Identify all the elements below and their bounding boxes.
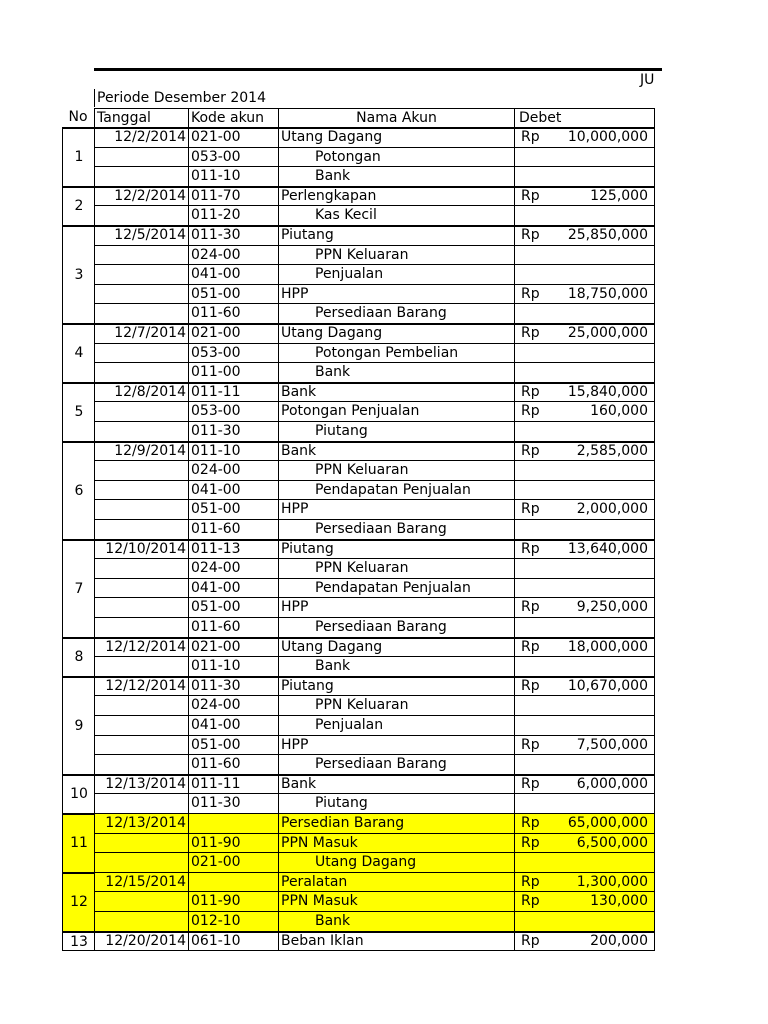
cell-tanggal — [94, 559, 188, 578]
cell-nama-akun: PPN Masuk — [278, 834, 514, 853]
journal-row — [94, 618, 655, 638]
cell-debet-amount — [544, 206, 655, 225]
entry-number: 2 — [62, 187, 95, 226]
cell-kode-akun: 024-00 — [188, 246, 278, 265]
cell-debet-amount — [544, 304, 655, 323]
header-kode-akun: Kode akun — [188, 109, 278, 127]
cell-rp — [514, 265, 546, 284]
cell-tanggal: 12/12/2014 — [94, 638, 188, 657]
cell-debet-amount — [544, 148, 655, 167]
cell-nama-akun: Perlengkapan — [278, 187, 514, 206]
cell-rp: Rp — [514, 324, 546, 343]
cell-kode-akun: 051-00 — [188, 285, 278, 304]
cell-debet-amount — [544, 344, 655, 363]
cell-debet-amount: 6,500,000 — [544, 834, 655, 853]
cell-debet-amount — [544, 246, 655, 265]
cell-nama-akun: Potongan Pembelian — [278, 344, 514, 363]
cell-rp: Rp — [514, 402, 546, 421]
cell-kode-akun: 011-70 — [188, 187, 278, 206]
cell-debet-amount: 18,750,000 — [544, 285, 655, 304]
cell-tanggal: 12/8/2014 — [94, 383, 188, 402]
cell-debet-amount: 1,300,000 — [544, 873, 655, 892]
journal-row — [94, 520, 655, 540]
cell-rp — [514, 422, 546, 441]
cell-debet-amount: 65,000,000 — [544, 814, 655, 833]
cell-rp — [514, 579, 546, 598]
entry-number: 6 — [62, 442, 95, 540]
cell-debet-amount — [544, 422, 655, 441]
journal-row — [94, 598, 655, 618]
journal-row — [94, 559, 655, 579]
cell-nama-akun: Piutang — [278, 422, 514, 441]
journal-row — [94, 422, 655, 442]
cell-debet-amount: 18,000,000 — [544, 638, 655, 657]
cell-rp — [514, 481, 546, 500]
cell-rp — [514, 755, 546, 774]
journal-row — [94, 246, 655, 266]
journal-row — [94, 775, 655, 795]
cell-nama-akun: Bank — [278, 912, 514, 931]
entry-number: 3 — [62, 226, 95, 324]
cell-debet-amount: 2,000,000 — [544, 500, 655, 519]
cell-debet-amount — [544, 363, 655, 382]
title-fragment: JU — [640, 72, 655, 88]
journal-row — [94, 716, 655, 736]
cell-nama-akun: Persediaan Barang — [278, 618, 514, 637]
journal-row — [94, 638, 655, 658]
journal-row — [94, 461, 655, 481]
cell-rp — [514, 520, 546, 539]
cell-tanggal: 12/10/2014 — [94, 540, 188, 559]
cell-kode-akun: 011-00 — [188, 363, 278, 382]
cell-nama-akun: Bank — [278, 383, 514, 402]
cell-rp: Rp — [514, 128, 546, 147]
cell-tanggal — [94, 834, 188, 853]
cell-tanggal — [94, 461, 188, 480]
cell-nama-akun: Penjualan — [278, 265, 514, 284]
cell-debet-amount — [544, 794, 655, 813]
journal-row — [94, 304, 655, 324]
cell-rp: Rp — [514, 932, 546, 951]
journal-row — [94, 500, 655, 520]
cell-nama-akun: Potongan Penjualan — [278, 402, 514, 421]
cell-rp: Rp — [514, 540, 546, 559]
cell-debet-amount — [544, 755, 655, 774]
cell-kode-akun: 011-90 — [188, 892, 278, 911]
cell-rp: Rp — [514, 442, 546, 461]
cell-rp — [514, 912, 546, 931]
cell-nama-akun: Beban Iklan — [278, 932, 514, 951]
cell-tanggal — [94, 520, 188, 539]
cell-tanggal — [94, 736, 188, 755]
journal-row — [94, 579, 655, 599]
cell-rp — [514, 206, 546, 225]
cell-nama-akun: PPN Masuk — [278, 892, 514, 911]
cell-nama-akun: Persediaan Barang — [278, 755, 514, 774]
cell-debet-amount — [544, 461, 655, 480]
cell-nama-akun: Bank — [278, 442, 514, 461]
entry-number: 5 — [62, 383, 95, 442]
journal-row — [94, 402, 655, 422]
cell-nama-akun: Bank — [278, 363, 514, 382]
cell-rp: Rp — [514, 775, 546, 794]
entry-number: 10 — [62, 775, 95, 814]
cell-kode-akun: 011-20 — [188, 206, 278, 225]
entry-number: 11 — [62, 814, 95, 873]
cell-kode-akun: 011-90 — [188, 834, 278, 853]
cell-kode-akun: 021-00 — [188, 324, 278, 343]
cell-kode-akun: 011-10 — [188, 442, 278, 461]
cell-nama-akun: Piutang — [278, 677, 514, 696]
cell-kode-akun: 024-00 — [188, 696, 278, 715]
cell-tanggal — [94, 657, 188, 676]
cell-debet-amount — [544, 657, 655, 676]
cell-rp: Rp — [514, 500, 546, 519]
journal-row — [94, 755, 655, 775]
entry-number: 12 — [62, 873, 95, 932]
cell-nama-akun: HPP — [278, 500, 514, 519]
journal-row — [94, 736, 655, 756]
entry-number: 1 — [62, 128, 95, 187]
journal-row — [94, 383, 655, 403]
journal-row — [94, 892, 655, 912]
cell-tanggal — [94, 912, 188, 931]
cell-kode-akun: 041-00 — [188, 481, 278, 500]
cell-debet-amount: 200,000 — [544, 932, 655, 951]
cell-debet-amount — [544, 716, 655, 735]
cell-kode-akun: 021-00 — [188, 853, 278, 872]
cell-tanggal — [94, 285, 188, 304]
cell-tanggal — [94, 422, 188, 441]
cell-kode-akun — [188, 814, 278, 833]
cell-kode-akun: 011-30 — [188, 226, 278, 245]
cell-debet-amount: 160,000 — [544, 402, 655, 421]
cell-tanggal — [94, 363, 188, 382]
cell-rp: Rp — [514, 873, 546, 892]
cell-nama-akun: Piutang — [278, 794, 514, 813]
cell-nama-akun: PPN Keluaran — [278, 559, 514, 578]
journal-row — [94, 481, 655, 501]
cell-kode-akun: 011-11 — [188, 775, 278, 794]
cell-rp — [514, 716, 546, 735]
cell-rp: Rp — [514, 187, 546, 206]
cell-rp — [514, 794, 546, 813]
cell-kode-akun: 011-60 — [188, 618, 278, 637]
cell-kode-akun: 053-00 — [188, 402, 278, 421]
cell-rp — [514, 618, 546, 637]
cell-debet-amount — [544, 559, 655, 578]
cell-kode-akun: 041-00 — [188, 716, 278, 735]
cell-nama-akun: Penjualan — [278, 716, 514, 735]
cell-kode-akun: 061-10 — [188, 932, 278, 951]
journal-row — [94, 226, 655, 246]
cell-rp — [514, 246, 546, 265]
cell-tanggal — [94, 892, 188, 911]
cell-nama-akun: Peralatan — [278, 873, 514, 892]
cell-rp: Rp — [514, 892, 546, 911]
journal-row — [94, 324, 655, 344]
journal-row — [94, 834, 655, 854]
cell-rp: Rp — [514, 383, 546, 402]
cell-rp — [514, 657, 546, 676]
journal-row — [94, 677, 655, 697]
cell-nama-akun: PPN Keluaran — [278, 461, 514, 480]
cell-kode-akun: 012-10 — [188, 912, 278, 931]
cell-debet-amount — [544, 579, 655, 598]
cell-debet-amount — [544, 167, 655, 186]
cell-tanggal: 12/2/2014 — [94, 187, 188, 206]
cell-tanggal: 12/7/2014 — [94, 324, 188, 343]
cell-tanggal — [94, 206, 188, 225]
cell-tanggal — [94, 853, 188, 872]
cell-kode-akun: 021-00 — [188, 638, 278, 657]
cell-nama-akun: Piutang — [278, 540, 514, 559]
cell-debet-amount: 130,000 — [544, 892, 655, 911]
cell-tanggal — [94, 500, 188, 519]
cell-debet-amount: 25,850,000 — [544, 226, 655, 245]
journal-row — [94, 912, 655, 932]
cell-debet-amount: 7,500,000 — [544, 736, 655, 755]
cell-kode-akun: 011-60 — [188, 755, 278, 774]
cell-nama-akun: Bank — [278, 775, 514, 794]
cell-debet-amount: 10,000,000 — [544, 128, 655, 147]
cell-debet-amount — [544, 520, 655, 539]
cell-tanggal: 12/13/2014 — [94, 775, 188, 794]
journal-row — [94, 932, 655, 952]
cell-debet-amount: 10,670,000 — [544, 677, 655, 696]
cell-nama-akun: HPP — [278, 736, 514, 755]
cell-tanggal — [94, 755, 188, 774]
cell-nama-akun: Potongan — [278, 148, 514, 167]
cell-tanggal: 12/15/2014 — [94, 873, 188, 892]
header-row — [94, 108, 655, 128]
cell-tanggal: 12/12/2014 — [94, 677, 188, 696]
cell-rp — [514, 344, 546, 363]
cell-rp: Rp — [514, 814, 546, 833]
cell-rp: Rp — [514, 736, 546, 755]
cell-debet-amount: 13,640,000 — [544, 540, 655, 559]
cell-tanggal: 12/2/2014 — [94, 128, 188, 147]
cell-tanggal — [94, 304, 188, 323]
cell-tanggal — [94, 246, 188, 265]
cell-tanggal — [94, 344, 188, 363]
cell-tanggal — [94, 148, 188, 167]
cell-tanggal — [94, 265, 188, 284]
journal-row — [94, 206, 655, 226]
cell-nama-akun: Bank — [278, 167, 514, 186]
cell-kode-akun: 024-00 — [188, 461, 278, 480]
cell-nama-akun: HPP — [278, 598, 514, 617]
entry-number: 8 — [62, 638, 95, 677]
header-nama-akun: Nama Akun — [278, 109, 514, 127]
cell-kode-akun: 011-60 — [188, 304, 278, 323]
cell-kode-akun: 024-00 — [188, 559, 278, 578]
cell-rp — [514, 853, 546, 872]
cell-tanggal — [94, 598, 188, 617]
cell-tanggal — [94, 579, 188, 598]
journal-row — [94, 285, 655, 305]
cell-tanggal — [94, 618, 188, 637]
journal-row — [94, 344, 655, 364]
cell-kode-akun: 051-00 — [188, 598, 278, 617]
cell-rp — [514, 461, 546, 480]
cell-tanggal — [94, 696, 188, 715]
cell-nama-akun: Utang Dagang — [278, 853, 514, 872]
cell-nama-akun: Piutang — [278, 226, 514, 245]
journal-row — [94, 696, 655, 716]
journal-row — [94, 794, 655, 814]
cell-nama-akun: HPP — [278, 285, 514, 304]
cell-rp: Rp — [514, 834, 546, 853]
cell-rp: Rp — [514, 226, 546, 245]
journal-row — [94, 814, 655, 834]
cell-tanggal — [94, 481, 188, 500]
journal-row — [94, 540, 655, 560]
journal-row — [94, 167, 655, 187]
cell-kode-akun: 041-00 — [188, 579, 278, 598]
cell-nama-akun: Pendapatan Penjualan — [278, 481, 514, 500]
cell-kode-akun: 011-60 — [188, 520, 278, 539]
journal-row — [94, 187, 655, 207]
cell-kode-akun: 011-10 — [188, 657, 278, 676]
cell-nama-akun: Utang Dagang — [278, 638, 514, 657]
journal-row — [94, 853, 655, 873]
cell-tanggal — [94, 167, 188, 186]
cell-nama-akun: Persediaan Barang — [278, 520, 514, 539]
cell-kode-akun: 051-00 — [188, 500, 278, 519]
cell-debet-amount — [544, 618, 655, 637]
header-debet: Debet — [514, 109, 655, 127]
header-no: No — [68, 109, 88, 125]
cell-rp: Rp — [514, 638, 546, 657]
cell-nama-akun: Persediaan Barang — [278, 304, 514, 323]
cell-debet-amount: 2,585,000 — [544, 442, 655, 461]
journal-row — [94, 363, 655, 383]
cell-rp — [514, 363, 546, 382]
cell-kode-akun: 011-30 — [188, 794, 278, 813]
cell-rp: Rp — [514, 285, 546, 304]
cell-debet-amount: 125,000 — [544, 187, 655, 206]
cell-tanggal — [94, 402, 188, 421]
cell-tanggal: 12/5/2014 — [94, 226, 188, 245]
cell-nama-akun: Persedian Barang — [278, 814, 514, 833]
cell-rp — [514, 559, 546, 578]
cell-nama-akun: Utang Dagang — [278, 324, 514, 343]
cell-debet-amount: 6,000,000 — [544, 775, 655, 794]
journal-row — [94, 265, 655, 285]
cell-nama-akun: Pendapatan Penjualan — [278, 579, 514, 598]
header-tanggal: Tanggal — [94, 109, 188, 127]
journal-row — [94, 657, 655, 677]
cell-debet-amount — [544, 696, 655, 715]
entry-number: 7 — [62, 540, 95, 638]
entry-number: 13 — [62, 932, 95, 952]
journal-row — [94, 148, 655, 168]
cell-rp: Rp — [514, 677, 546, 696]
cell-kode-akun: 053-00 — [188, 148, 278, 167]
cell-kode-akun — [188, 873, 278, 892]
cell-nama-akun: PPN Keluaran — [278, 246, 514, 265]
cell-tanggal: 12/9/2014 — [94, 442, 188, 461]
cell-rp — [514, 696, 546, 715]
journal-row — [94, 442, 655, 462]
cell-kode-akun: 011-30 — [188, 677, 278, 696]
cell-debet-amount: 25,000,000 — [544, 324, 655, 343]
cell-nama-akun: Kas Kecil — [278, 206, 514, 225]
cell-debet-amount — [544, 912, 655, 931]
cell-nama-akun: Utang Dagang — [278, 128, 514, 147]
cell-kode-akun: 011-10 — [188, 167, 278, 186]
cell-nama-akun: Bank — [278, 657, 514, 676]
cell-rp — [514, 304, 546, 323]
top-border-line — [94, 68, 662, 71]
entry-number: 9 — [62, 677, 95, 775]
cell-debet-amount — [544, 265, 655, 284]
cell-kode-akun: 041-00 — [188, 265, 278, 284]
cell-kode-akun: 011-30 — [188, 422, 278, 441]
cell-debet-amount: 15,840,000 — [544, 383, 655, 402]
cell-debet-amount — [544, 481, 655, 500]
journal-row — [94, 873, 655, 893]
cell-nama-akun: PPN Keluaran — [278, 696, 514, 715]
cell-debet-amount: 9,250,000 — [544, 598, 655, 617]
cell-tanggal — [94, 794, 188, 813]
cell-rp — [514, 148, 546, 167]
entry-number: 4 — [62, 324, 95, 383]
cell-rp — [514, 167, 546, 186]
cell-kode-akun: 021-00 — [188, 128, 278, 147]
cell-tanggal — [94, 716, 188, 735]
cell-tanggal: 12/13/2014 — [94, 814, 188, 833]
cell-tanggal: 12/20/2014 — [94, 932, 188, 951]
cell-kode-akun: 051-00 — [188, 736, 278, 755]
cell-kode-akun: 011-13 — [188, 540, 278, 559]
cell-kode-akun: 011-11 — [188, 383, 278, 402]
journal-row — [94, 128, 655, 148]
cell-kode-akun: 053-00 — [188, 344, 278, 363]
cell-rp: Rp — [514, 598, 546, 617]
period-label: Periode Desember 2014 — [94, 89, 654, 107]
cell-debet-amount — [544, 853, 655, 872]
